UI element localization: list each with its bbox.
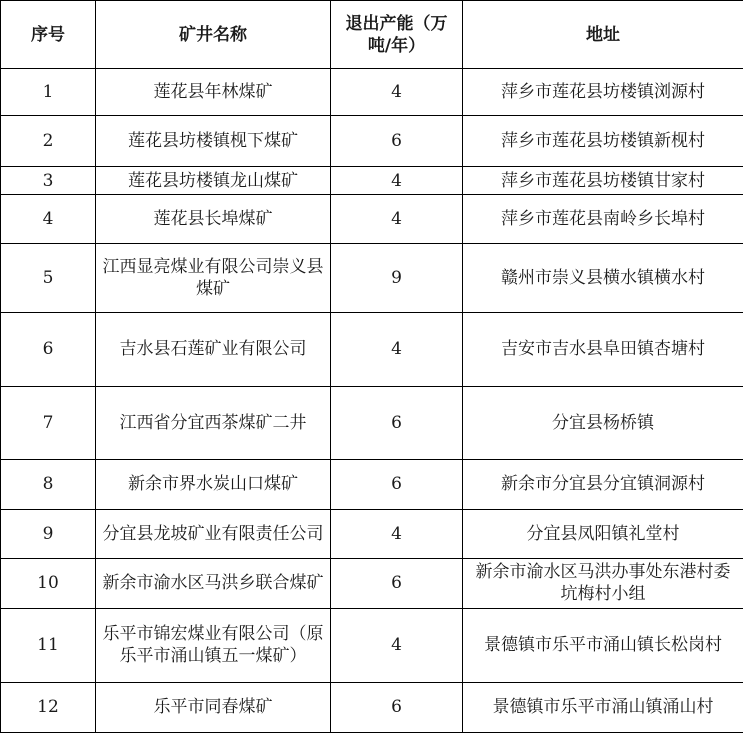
row-no: 8 bbox=[1, 460, 96, 509]
row-capacity: 6 bbox=[331, 116, 463, 167]
header-name: 矿井名称 bbox=[96, 1, 331, 69]
table-row bbox=[1, 167, 743, 195]
row-no: 5 bbox=[1, 244, 96, 313]
row-no: 11 bbox=[1, 608, 96, 682]
row-capacity: 9 bbox=[331, 244, 463, 313]
row-name: 新余市界水炭山口煤矿 bbox=[96, 460, 331, 509]
row-address: 景德镇市乐平市涌山镇长松岗村 bbox=[463, 608, 743, 682]
header-no: 序号 bbox=[1, 1, 96, 69]
row-no: 1 bbox=[1, 69, 96, 116]
row-no: 10 bbox=[1, 558, 96, 608]
row-name: 新余市渝水区马洪乡联合煤矿 bbox=[96, 558, 331, 608]
row-name: 江西省分宜西茶煤矿二井 bbox=[96, 386, 331, 460]
row-capacity: 4 bbox=[331, 195, 463, 244]
row-address: 赣州市崇义县横水镇横水村 bbox=[463, 244, 743, 313]
table-row bbox=[1, 69, 743, 116]
row-capacity: 6 bbox=[331, 460, 463, 509]
table-row bbox=[1, 386, 743, 460]
row-name: 江西显亮煤业有限公司崇义县煤矿 bbox=[96, 244, 331, 313]
row-name: 吉水县石莲矿业有限公司 bbox=[96, 312, 331, 386]
header-row bbox=[1, 1, 743, 69]
table-row bbox=[1, 312, 743, 386]
row-address: 萍乡市莲花县南岭乡长埠村 bbox=[463, 195, 743, 244]
row-address: 萍乡市莲花县坊楼镇新枧村 bbox=[463, 116, 743, 167]
row-name: 分宜县龙坡矿业有限责任公司 bbox=[96, 509, 331, 558]
row-no: 3 bbox=[1, 167, 96, 195]
row-address: 新余市渝水区马洪办事处东港村委坑梅村小组 bbox=[463, 558, 743, 608]
row-name: 乐平市同春煤矿 bbox=[96, 682, 331, 732]
table-row bbox=[1, 558, 743, 608]
row-capacity: 6 bbox=[331, 682, 463, 732]
row-capacity: 4 bbox=[331, 509, 463, 558]
row-no: 7 bbox=[1, 386, 96, 460]
row-no: 2 bbox=[1, 116, 96, 167]
row-name: 乐平市锦宏煤业有限公司（原乐平市涌山镇五一煤矿） bbox=[96, 608, 331, 682]
row-capacity: 4 bbox=[331, 312, 463, 386]
table-row bbox=[1, 460, 743, 509]
table-row bbox=[1, 116, 743, 167]
row-capacity: 6 bbox=[331, 558, 463, 608]
table-row bbox=[1, 608, 743, 682]
row-address: 景德镇市乐平市涌山镇涌山村 bbox=[463, 682, 743, 732]
row-capacity: 6 bbox=[331, 386, 463, 460]
table-row bbox=[1, 682, 743, 732]
row-address: 萍乡市莲花县坊楼镇浏源村 bbox=[463, 69, 743, 116]
row-address: 分宜县杨桥镇 bbox=[463, 386, 743, 460]
row-no: 6 bbox=[1, 312, 96, 386]
header-capacity: 退出产能（万吨/年） bbox=[331, 1, 463, 69]
row-address: 萍乡市莲花县坊楼镇甘家村 bbox=[463, 167, 743, 195]
row-name: 莲花县坊楼镇枧下煤矿 bbox=[96, 116, 331, 167]
header-address: 地址 bbox=[463, 1, 743, 69]
row-no: 9 bbox=[1, 509, 96, 558]
table-row bbox=[1, 509, 743, 558]
row-name: 莲花县年林煤矿 bbox=[96, 69, 331, 116]
row-address: 新余市分宜县分宜镇洞源村 bbox=[463, 460, 743, 509]
row-capacity: 4 bbox=[331, 608, 463, 682]
row-no: 4 bbox=[1, 195, 96, 244]
row-capacity: 4 bbox=[331, 167, 463, 195]
table-row bbox=[1, 195, 743, 244]
row-address: 分宜县凤阳镇礼堂村 bbox=[463, 509, 743, 558]
row-name: 莲花县坊楼镇龙山煤矿 bbox=[96, 167, 331, 195]
row-address: 吉安市吉水县阜田镇杏塘村 bbox=[463, 312, 743, 386]
row-capacity: 4 bbox=[331, 69, 463, 116]
row-name: 莲花县长埠煤矿 bbox=[96, 195, 331, 244]
row-no: 12 bbox=[1, 682, 96, 732]
table-row bbox=[1, 244, 743, 313]
